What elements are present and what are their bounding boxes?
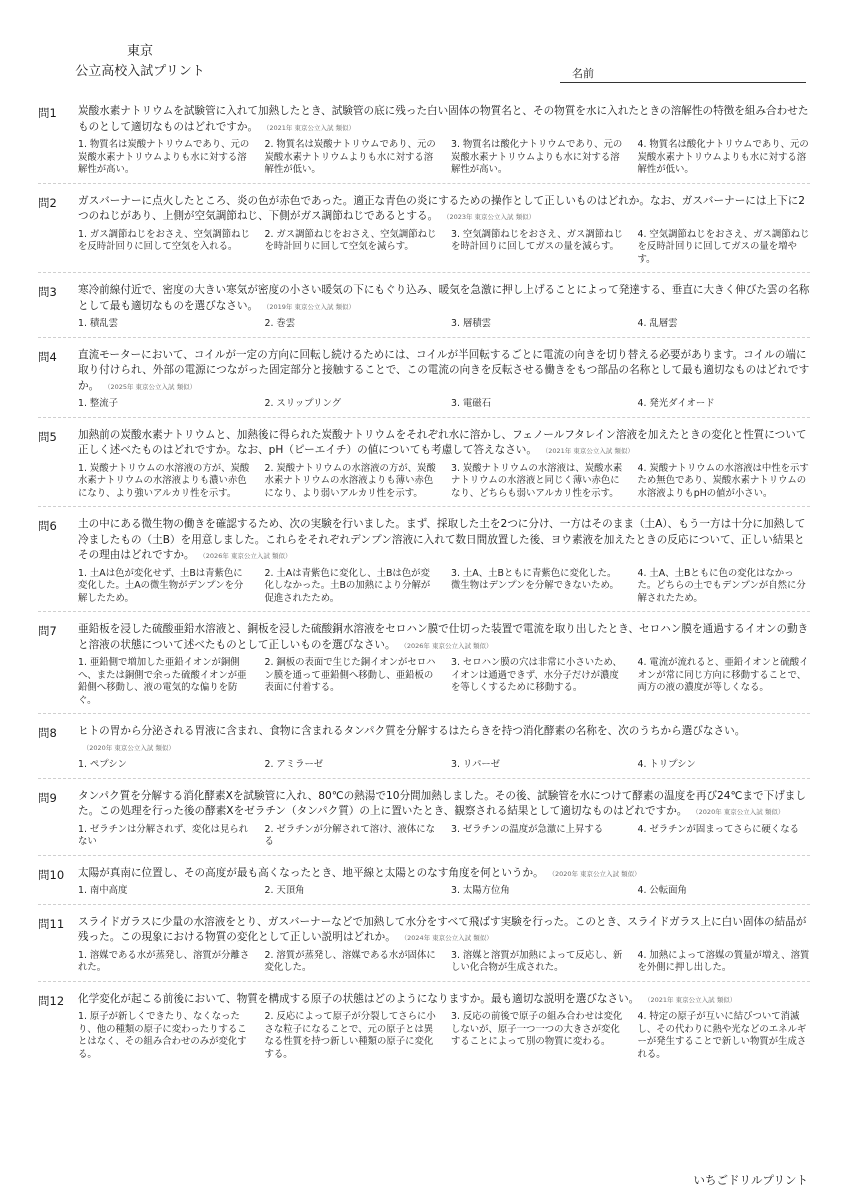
question-source: （2021年 東京公立入試 類似） xyxy=(647,995,737,1004)
footer-brand: いちごドリルプリント xyxy=(693,1173,808,1187)
question-body: タンパク質を分解する消化酵素Xを試験管に入れ、80℃の熱湯で10分間加熱しました。その後、試験管を水につけて酵素の温度を再び24℃まで下げました。この処理を行った後の酵素Xをゼラチン（タンパク質）の上に置いたとき、観察される結果として適切なものはどれですか。 xyxy=(78,789,806,817)
answer-option[interactable]: 3. 溶媒と溶質が加熱によって反応し、新しい化合物が生成された。 xyxy=(451,949,623,973)
answer-option[interactable]: 3. 層積雲 xyxy=(451,318,492,329)
question-text xyxy=(78,517,810,565)
question-body: ヒトの胃から分泌される胃液に含まれ、食物に含まれるタンパク質を分解するはたらきを持つ消化酵素の名称を、次のうちから選びなさい。 xyxy=(78,725,746,737)
question-block xyxy=(38,513,810,612)
question-body: 亜鉛板を浸した硫酸亜鉛水溶液と、銅板を浸した硫酸銅水溶液をセロハン膜で仕切った装置で電流を取り出したとき、セロハン膜を通過するイオンの動きと溶液の状態について述べたものとして正しいものを選びなさい。 xyxy=(78,623,809,651)
page-header xyxy=(0,0,848,100)
question-text xyxy=(78,915,810,947)
answer-option[interactable]: 1. 亜鉛側で増加した亜鉛イオンが銅側へ、または銅側で余った硫酸イオンが亜鉛側へ移動し、液の電気的な偏りを防ぐ。 xyxy=(78,657,247,706)
question-source: （2021年 東京公立入試 類似） xyxy=(545,447,634,455)
answer-option[interactable]: 2. 土Aは青紫色に変化し、土Bは色が変化しなかった。土Bの加熱により分解が促進されたため。 xyxy=(264,567,431,604)
question-block xyxy=(38,344,810,418)
answer-option[interactable]: 1. 整流子 xyxy=(78,398,119,409)
question-text xyxy=(78,622,810,654)
question-source: （2019年 東京公立入試 類似） xyxy=(266,302,356,311)
answer-option[interactable]: 1. 物質名は炭酸ナトリウムであり、元の炭酸水素ナトリウムよりも水に対する溶解性が高い。 xyxy=(78,139,250,175)
answer-option[interactable]: 3. セロハン膜の穴は非常に小さいため、イオンは通過できず、水分子だけが濃度を等しくするために移動する。 xyxy=(451,657,622,693)
question-source: （2024年 東京公立入試 類似） xyxy=(403,934,493,942)
question-text xyxy=(78,348,810,396)
question-source: （2020年 東京公立入試 類似） xyxy=(86,743,175,752)
answer-option[interactable]: 4. 土A、土Bともに色の変化はなかった。どちらの土でもデンプンが自然に分解されたため。 xyxy=(637,567,806,604)
question-text xyxy=(78,428,810,460)
answer-option[interactable]: 1. 溶媒である水が蒸発し、溶質が分離された。 xyxy=(78,949,250,973)
answer-option[interactable]: 3. 土A、土Bともに青紫色に変化した。微生物はデンプンを分解できないため。 xyxy=(451,567,619,591)
answer-option[interactable]: 2. アミラーゼ xyxy=(264,759,324,770)
question-text xyxy=(78,724,810,756)
question-number: 問9 xyxy=(38,790,57,805)
option-list xyxy=(78,568,810,606)
answer-option[interactable]: 1. 炭酸ナトリウムの水溶液の方が、炭酸水素ナトリウムの水溶液よりも濃い赤色になり、より強いアルカリ性を示す。 xyxy=(78,462,250,499)
answer-option[interactable]: 2. 銅板の表面で生じた銅イオンがセロハン膜を通って亜鉛側へ移動し、亜鉛板の表面に付着する。 xyxy=(264,657,436,693)
name-label: 名前 xyxy=(572,67,594,80)
answer-option[interactable]: 3. 反応の前後で原子の組み合わせは変化しないが、原子一つ一つの大きさが変化することによって別の物質に変わる。 xyxy=(451,1011,623,1047)
question-block xyxy=(38,100,810,184)
question-body: 土の中にある微生物の働きを確認するため、次の実験を行いました。まず、採取した土を2つに分け、一方はそのまま（土A）、もう一方は十分に加熱して冷ましたもの（土B）を用意しました。これらをそれぞれデンプン溶液に入れて数日間放置した後、ヨウ素液を加えたときの反応について、正しい結果とその理由はどれですか。 xyxy=(78,518,806,561)
question-block xyxy=(38,618,810,714)
question-body: 加熱前の炭酸水素ナトリウムと、加熱後に得られた炭酸ナトリウムをそれぞれ水に溶かし、フェノールフタレイン溶液を加えたときの変化と性質について正しく述べたものはどれですか。なお、pH（ピーエイチ）の値についても考慮して答えなさい。 xyxy=(78,428,807,456)
question-number: 問11 xyxy=(38,916,65,931)
option-list xyxy=(78,229,810,267)
answer-option[interactable]: 4. 電流が流れると、亜鉛イオンと硫酸イオンが常に同じ方向に移動することで、両方の液の濃度が等しくなる。 xyxy=(637,657,809,693)
option-list xyxy=(78,950,810,975)
name-field[interactable] xyxy=(560,82,806,83)
answer-option[interactable]: 1. 南中高度 xyxy=(78,885,128,896)
question-text xyxy=(78,104,810,136)
answer-option[interactable]: 2. 天頂角 xyxy=(264,885,305,896)
answer-option[interactable]: 4. トリプシン xyxy=(637,759,696,770)
option-list xyxy=(78,759,810,772)
question-block xyxy=(38,424,810,508)
answer-option[interactable]: 3. 電磁石 xyxy=(451,398,492,409)
question-number: 問10 xyxy=(38,867,65,882)
option-list xyxy=(78,824,810,849)
option-list xyxy=(78,398,810,411)
question-block xyxy=(38,988,810,1068)
question-text xyxy=(78,283,810,315)
answer-option[interactable]: 3. 物質名は酸化ナトリウムであり、元の炭酸水素ナトリウムよりも水に対する溶解性が高い。 xyxy=(451,139,623,175)
answer-option[interactable]: 2. 溶質が蒸発し、溶媒である水が固体に変化した。 xyxy=(264,949,436,973)
answer-option[interactable]: 4. 空気調節ねじをおさえ、ガス調節ねじを反時計回りに回してガスの量を増やす。 xyxy=(637,228,810,265)
question-number: 問5 xyxy=(38,429,57,444)
prefecture-label: 東京 xyxy=(126,44,153,59)
answer-option[interactable]: 3. ゼラチンの温度が急激に上昇する xyxy=(451,823,604,835)
question-source: （2025年 東京公立入試 類似） xyxy=(107,382,197,391)
question-number: 問12 xyxy=(38,993,65,1008)
question-block xyxy=(38,279,810,338)
answer-option[interactable]: 2. ガス調節ねじをおさえ、空気調節ねじを時計回りに回して空気を減らす。 xyxy=(264,228,437,252)
question-source: （2020年 東京公立入試 類似） xyxy=(695,808,785,816)
question-number: 問8 xyxy=(38,726,57,740)
answer-option[interactable]: 3. リパーゼ xyxy=(451,759,500,770)
question-number: 問1 xyxy=(38,106,57,120)
answer-option[interactable]: 1. ペプシン xyxy=(78,759,127,770)
answer-option[interactable]: 3. 炭酸ナトリウムの水溶液は、炭酸水素ナトリウムの水溶液と同じく薄い赤色になり、どちらも弱いアルカリ性を示す。 xyxy=(451,462,623,499)
question-block xyxy=(38,911,810,982)
question-source: （2023年 東京公立入試 類似） xyxy=(446,213,536,221)
question-list xyxy=(38,100,810,1073)
option-list xyxy=(78,1011,810,1061)
answer-option[interactable]: 4. 公転面角 xyxy=(637,885,687,896)
question-number: 問6 xyxy=(38,519,57,533)
question-text xyxy=(78,992,810,1009)
answer-option[interactable]: 4. 炭酸ナトリウムの水溶液は中性を示すため無色であり、炭酸水素ナトリウムの水溶液よりもpHの値が小さい。 xyxy=(637,462,809,499)
answer-option[interactable]: 3. 空気調節ねじをおさえ、ガス調節ねじを時計回りに回してガスの量を減らす。 xyxy=(451,228,623,252)
answer-option[interactable]: 2. スリップリング xyxy=(264,398,342,409)
option-list xyxy=(78,463,810,501)
question-body: 直流モーターにおいて、コイルが一定の方向に回転し続けるためには、コイルが半回転するごとに電流の向きを切り替える必要があります。コイルの端に取り付けられ、外部の電源につながった固定部分と接触することで、この電流の向きを反転させる働きをもつ部品の名称として最も適切なものはどれですか。 xyxy=(78,348,810,392)
question-source: （2021年 東京公立入試 類似） xyxy=(266,123,356,132)
question-text xyxy=(78,866,810,883)
question-block xyxy=(38,785,810,856)
answer-option[interactable]: 4. 乱層雲 xyxy=(637,318,678,329)
answer-option[interactable]: 4. 加熱によって溶媒の質量が増え、溶質を外側に押し出した。 xyxy=(637,949,810,973)
answer-option[interactable]: 1. ゼラチンは分解されず、変化は見られない xyxy=(78,823,249,847)
question-source: （2026年 東京公立入試 類似） xyxy=(202,552,292,560)
question-number: 問7 xyxy=(38,624,57,638)
question-body: 化学変化が起こる前後において、物質を構成する原子の状態はどのようになりますか。最も適切な説明を選びなさい。 xyxy=(78,992,640,1005)
question-body: ガスバーナーに点火したところ、炎の色が赤色であった。適正な青色の炎にするための操作として正しいものはどれか。なお、ガスバーナーには上下に2つのねじがあり、上側が空気調節ねじ、下側がガス調節ねじであるとする。 xyxy=(78,194,806,222)
answer-option[interactable]: 4. 特定の原子が互いに結びついて消滅し、その代わりに熱や光などのエネルギーが発生することで新しい物質が生成される。 xyxy=(637,1011,807,1060)
option-list xyxy=(78,885,810,898)
question-source: （2020年 東京公立入試 類似） xyxy=(551,869,641,878)
question-body: 太陽が真南に位置し、その高度が最も高くなったとき、地平線と太陽とのなす角度を何というか。 xyxy=(78,866,544,879)
answer-option[interactable]: 1. ガス調節ねじをおさえ、空気調節ねじを反時計回りに回して空気を入れる。 xyxy=(78,228,250,252)
question-block xyxy=(38,190,810,274)
question-number: 問2 xyxy=(38,195,57,210)
answer-option[interactable]: 2. ゼラチンが分解されて溶け、液体になる xyxy=(264,823,435,847)
question-number: 問3 xyxy=(38,285,57,299)
option-list xyxy=(78,139,810,177)
question-block xyxy=(38,862,810,905)
answer-option[interactable]: 1. 原子が新しくできたり、なくなったり、他の種類の原子に変わったりすることはなく、その組み合わせのみが変化する。 xyxy=(78,1011,247,1060)
answer-option[interactable]: 3. 太陽方位角 xyxy=(451,885,510,896)
answer-option[interactable]: 2. 巻雲 xyxy=(264,318,296,329)
question-text xyxy=(78,789,810,821)
answer-option[interactable]: 4. 物質名は酸化ナトリウムであり、元の炭酸水素ナトリウムよりも水に対する溶解性が低い。 xyxy=(637,139,809,175)
answer-option[interactable]: 1. 積乱雲 xyxy=(78,318,119,329)
answer-option[interactable]: 2. 物質名は炭酸ナトリウムであり、元の炭酸水素ナトリウムよりも水に対する溶解性が低い。 xyxy=(264,139,436,175)
option-list xyxy=(78,318,810,331)
question-block xyxy=(38,720,810,779)
question-text xyxy=(78,194,810,226)
question-body: 寒冷前線付近で、密度の大きい寒気が密度の小さい暖気の下にもぐり込み、暖気を急激に押し上げることによって発達する、垂直に大きく伸びた雲の名称として最も適切なものを選びなさい。 xyxy=(78,284,810,312)
answer-option[interactable]: 2. 反応によって原子が分裂してさらに小さな粒子になることで、元の原子とは異なる性質を持つ新しい種類の原子に変化する。 xyxy=(264,1011,436,1060)
option-list xyxy=(78,657,810,707)
page-title: 公立高校入試プリント xyxy=(75,64,205,79)
question-body: 炭酸水素ナトリウムを試験管に入れて加熱したとき、試験管の底に残った白い固体の物質名と、その物質を水に入れたときの溶解性の特徴を組み合わせたものとして適切なものはどれですか。 xyxy=(78,105,809,133)
answer-option[interactable]: 2. 炭酸ナトリウムの水溶液の方が、炭酸水素ナトリウムの水溶液よりも薄い赤色になり、より弱いアルカリ性を示す。 xyxy=(264,462,436,499)
question-source: （2026年 東京公立入試 類似） xyxy=(403,641,493,650)
question-number: 問4 xyxy=(38,349,57,364)
answer-option[interactable]: 1. 土Aは色が変化せず、土Bは青紫色に変化した。土Aの微生物がデンプンを分解したため。 xyxy=(78,567,244,604)
answer-option[interactable]: 4. 発光ダイオード xyxy=(637,398,715,409)
question-body: スライドガラスに少量の水溶液をとり、ガスバーナーなどで加熱して水分をすべて飛ばす実験を行った。このとき、スライドガラス上に白い固体の結晶が残った。この現象における物質の変化として正しい説明はどれか。 xyxy=(78,915,807,943)
answer-option[interactable]: 4. ゼラチンが固まってさらに硬くなる xyxy=(637,823,799,835)
